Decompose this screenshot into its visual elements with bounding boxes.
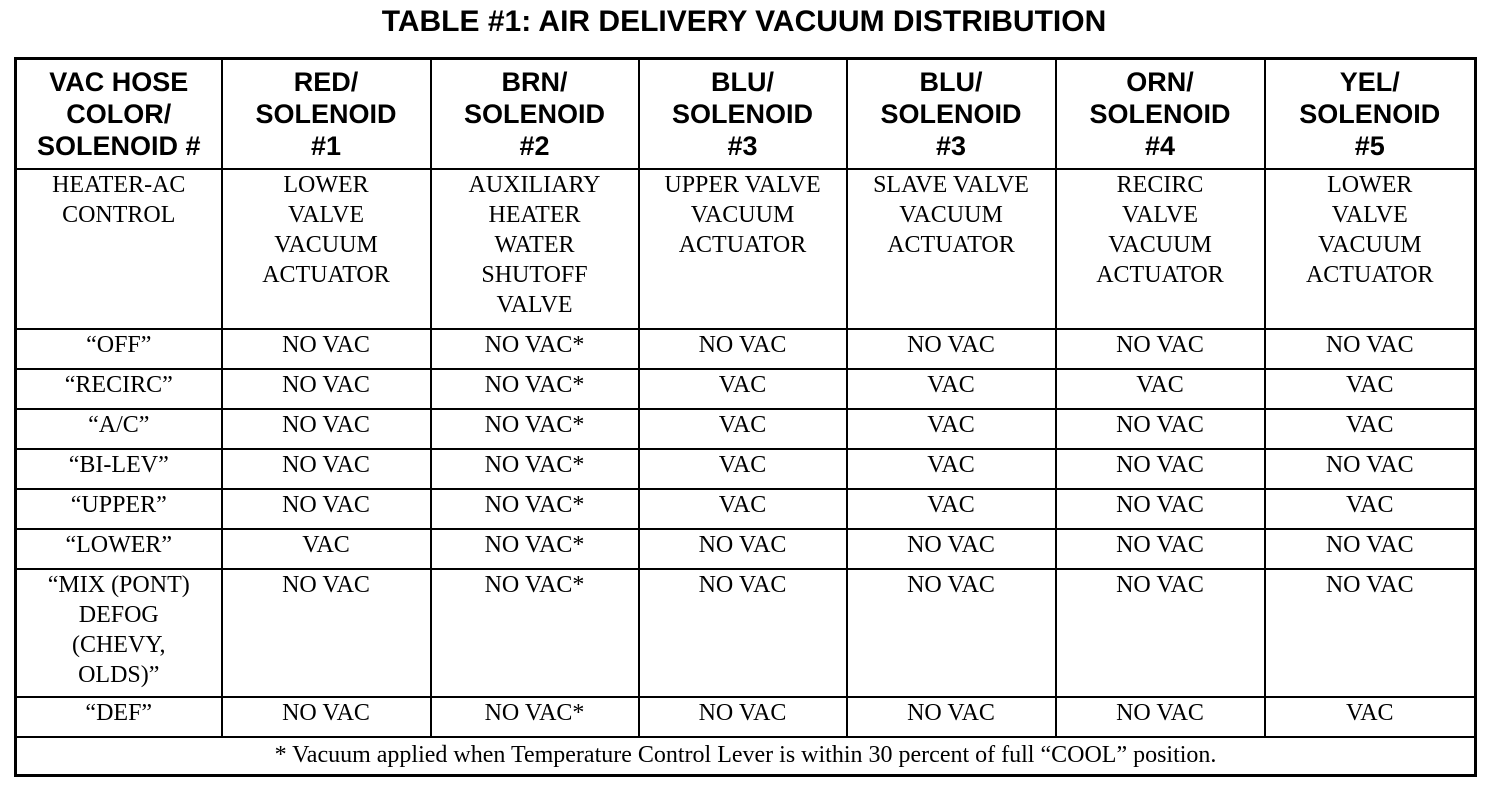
description-line: UPPER VALVE — [664, 172, 821, 198]
description-line: RECIRC — [1116, 172, 1204, 198]
description-line: HEATER-AC — [52, 172, 186, 198]
vacuum-value-cell: VAC — [847, 369, 1056, 409]
mode-cell — [16, 409, 222, 449]
table-title: TABLE #1: AIR DELIVERY VACUUM DISTRIBUTION — [381, 5, 1107, 38]
description-line: SLAVE VALVE — [873, 172, 1029, 198]
mode-label: “BI-LEV” — [68, 452, 169, 478]
description-line: VALVE — [1121, 202, 1199, 228]
vacuum-value-cell: NO VAC* — [431, 369, 639, 409]
vacuum-value-cell: NO VAC — [1265, 569, 1476, 697]
description-cell-component — [222, 169, 431, 329]
table-row — [16, 369, 1476, 409]
mode-cell — [16, 489, 222, 529]
vacuum-value-cell: VAC — [1265, 697, 1476, 737]
header-line: SOLENOID — [880, 99, 1022, 129]
vacuum-value-cell: NO VAC* — [431, 569, 639, 697]
header-line: SOLENOID — [463, 99, 605, 129]
description-line: VACUUM — [274, 232, 378, 258]
header-line: COLOR/ — [66, 99, 172, 129]
vacuum-value-cell: NO VAC — [1265, 449, 1476, 489]
vacuum-value-cell: VAC — [1265, 369, 1476, 409]
table-row — [16, 329, 1476, 369]
vacuum-value-cell: NO VAC* — [431, 489, 639, 529]
description-line: ACTUATOR — [1305, 262, 1434, 288]
vacuum-value-cell: NO VAC — [222, 369, 431, 409]
description-line: VALVE — [1331, 202, 1408, 228]
vacuum-distribution-table — [14, 57, 1477, 777]
vacuum-value-cell: NO VAC — [1265, 329, 1476, 369]
header-line: SOLENOID — [1299, 99, 1441, 129]
vacuum-value-cell: VAC — [222, 529, 431, 569]
mode-label: “LOWER” — [65, 532, 173, 558]
header-line: #3 — [727, 131, 758, 161]
vacuum-value-cell: NO VAC — [847, 569, 1056, 697]
description-cell-control — [16, 169, 222, 329]
header-line: BLU/ — [711, 67, 774, 97]
mode-label: “A/C” — [88, 412, 150, 438]
header-line: #2 — [519, 131, 550, 161]
mode-cell — [16, 697, 222, 737]
header-row — [16, 59, 1476, 170]
header-line: YEL/ — [1339, 67, 1400, 97]
mode-label: OLDS)” — [78, 662, 160, 688]
description-line: WATER — [494, 232, 575, 258]
vacuum-value-cell: VAC — [847, 489, 1056, 529]
mode-label: “DEF” — [85, 700, 153, 726]
vacuum-value-cell: NO VAC — [639, 529, 847, 569]
vacuum-value-cell: NO VAC — [639, 329, 847, 369]
header-line: RED/ — [293, 67, 359, 97]
header-line: VAC HOSE — [49, 67, 189, 97]
table-row — [16, 489, 1476, 529]
table-row — [16, 569, 1476, 697]
mode-cell — [16, 369, 222, 409]
vacuum-value-cell: NO VAC* — [431, 449, 639, 489]
vacuum-value-cell: VAC — [639, 369, 847, 409]
vacuum-value-cell: NO VAC — [1056, 409, 1265, 449]
header-line: SOLENOID — [255, 99, 397, 129]
table-row — [16, 449, 1476, 489]
vacuum-value-cell: NO VAC* — [431, 697, 639, 737]
mode-cell — [16, 449, 222, 489]
description-line: ACTUATOR — [1096, 262, 1224, 288]
mode-cell — [16, 569, 222, 697]
vacuum-value-cell: NO VAC — [222, 697, 431, 737]
header-line: SOLENOID — [671, 99, 813, 129]
mode-label: “OFF” — [86, 332, 152, 358]
vacuum-value-cell: NO VAC — [639, 569, 847, 697]
vacuum-value-cell: VAC — [1265, 409, 1476, 449]
header-cell-solenoid — [1265, 59, 1476, 170]
vacuum-value-cell: NO VAC — [1056, 329, 1265, 369]
header-line: BRN/ — [501, 67, 568, 97]
vacuum-value-cell: NO VAC* — [431, 529, 639, 569]
header-line: SOLENOID # — [36, 131, 201, 161]
description-line: LOWER — [283, 172, 369, 198]
mode-label: DEFOG — [78, 602, 159, 628]
vacuum-value-cell: NO VAC — [847, 329, 1056, 369]
header-cell-solenoid — [222, 59, 431, 170]
vacuum-value-cell: NO VAC — [222, 329, 431, 369]
vacuum-value-cell: NO VAC — [222, 449, 431, 489]
description-cell-component — [847, 169, 1056, 329]
description-line: ACTUATOR — [262, 262, 390, 288]
description-line: VACUUM — [899, 202, 1003, 228]
vacuum-value-cell: NO VAC — [1056, 697, 1265, 737]
vacuum-value-cell: NO VAC — [639, 697, 847, 737]
vacuum-value-cell: NO VAC — [847, 529, 1056, 569]
vacuum-value-cell: NO VAC — [1056, 569, 1265, 697]
vacuum-value-cell: NO VAC — [1056, 489, 1265, 529]
mode-label: (CHEVY, — [71, 632, 166, 658]
description-line: VALVE — [496, 292, 573, 318]
vacuum-value-cell: VAC — [847, 449, 1056, 489]
header-cell-solenoid — [847, 59, 1056, 170]
header-line: #4 — [1144, 131, 1176, 161]
description-line: SHUTOFF — [481, 262, 588, 288]
mode-label: “UPPER” — [70, 492, 167, 518]
header-line: BLU/ — [919, 67, 983, 97]
vacuum-value-cell: NO VAC — [1265, 529, 1476, 569]
vacuum-value-cell: NO VAC — [847, 697, 1056, 737]
mode-label: “RECIRC” — [64, 372, 173, 398]
vacuum-value-cell: VAC — [1265, 489, 1476, 529]
table-row — [16, 409, 1476, 449]
vacuum-value-cell: VAC — [1056, 369, 1265, 409]
description-line: VACUUM — [1317, 232, 1422, 258]
mode-cell — [16, 329, 222, 369]
description-line: VACUUM — [690, 202, 795, 228]
vacuum-value-cell: NO VAC — [222, 409, 431, 449]
header-cell-solenoid — [1056, 59, 1265, 170]
vacuum-value-cell: NO VAC — [1056, 449, 1265, 489]
table-row — [16, 529, 1476, 569]
table-row — [16, 697, 1476, 737]
header-line: #1 — [310, 131, 342, 161]
description-line: LOWER — [1327, 172, 1413, 198]
vacuum-value-cell: NO VAC* — [431, 329, 639, 369]
description-line: VACUUM — [1108, 232, 1212, 258]
description-line: VALVE — [287, 202, 365, 228]
vacuum-value-cell: VAC — [639, 449, 847, 489]
header-cell-solenoid — [431, 59, 639, 170]
vacuum-value-cell: VAC — [639, 409, 847, 449]
description-row — [16, 169, 1476, 329]
description-cell-component — [1056, 169, 1265, 329]
vacuum-value-cell: NO VAC — [222, 489, 431, 529]
footnote-row — [16, 737, 1476, 776]
header-line: ORN/ — [1126, 67, 1194, 97]
header-cell-hose-color — [16, 59, 222, 170]
vacuum-value-cell: NO VAC — [222, 569, 431, 697]
description-cell-component — [431, 169, 639, 329]
description-line: HEATER — [488, 202, 581, 228]
header-line: #5 — [1354, 131, 1385, 161]
description-line: ACTUATOR — [678, 232, 807, 258]
vacuum-value-cell: NO VAC* — [431, 409, 639, 449]
footnote: * Vacuum applied when Temperature Control Lever is within 30 percent of full “COOL” position. — [16, 737, 1476, 776]
description-cell-component — [639, 169, 847, 329]
mode-cell — [16, 529, 222, 569]
description-line: ACTUATOR — [887, 232, 1015, 258]
vacuum-value-cell: NO VAC — [1056, 529, 1265, 569]
description-cell-component — [1265, 169, 1476, 329]
description-line: CONTROL — [62, 202, 176, 228]
vacuum-value-cell: VAC — [847, 409, 1056, 449]
description-line: AUXILIARY — [468, 172, 601, 198]
header-line: #3 — [935, 131, 967, 161]
mode-label: “MIX (PONT) — [47, 572, 190, 598]
vacuum-value-cell: VAC — [639, 489, 847, 529]
header-cell-solenoid — [639, 59, 847, 170]
header-line: SOLENOID — [1089, 99, 1231, 129]
